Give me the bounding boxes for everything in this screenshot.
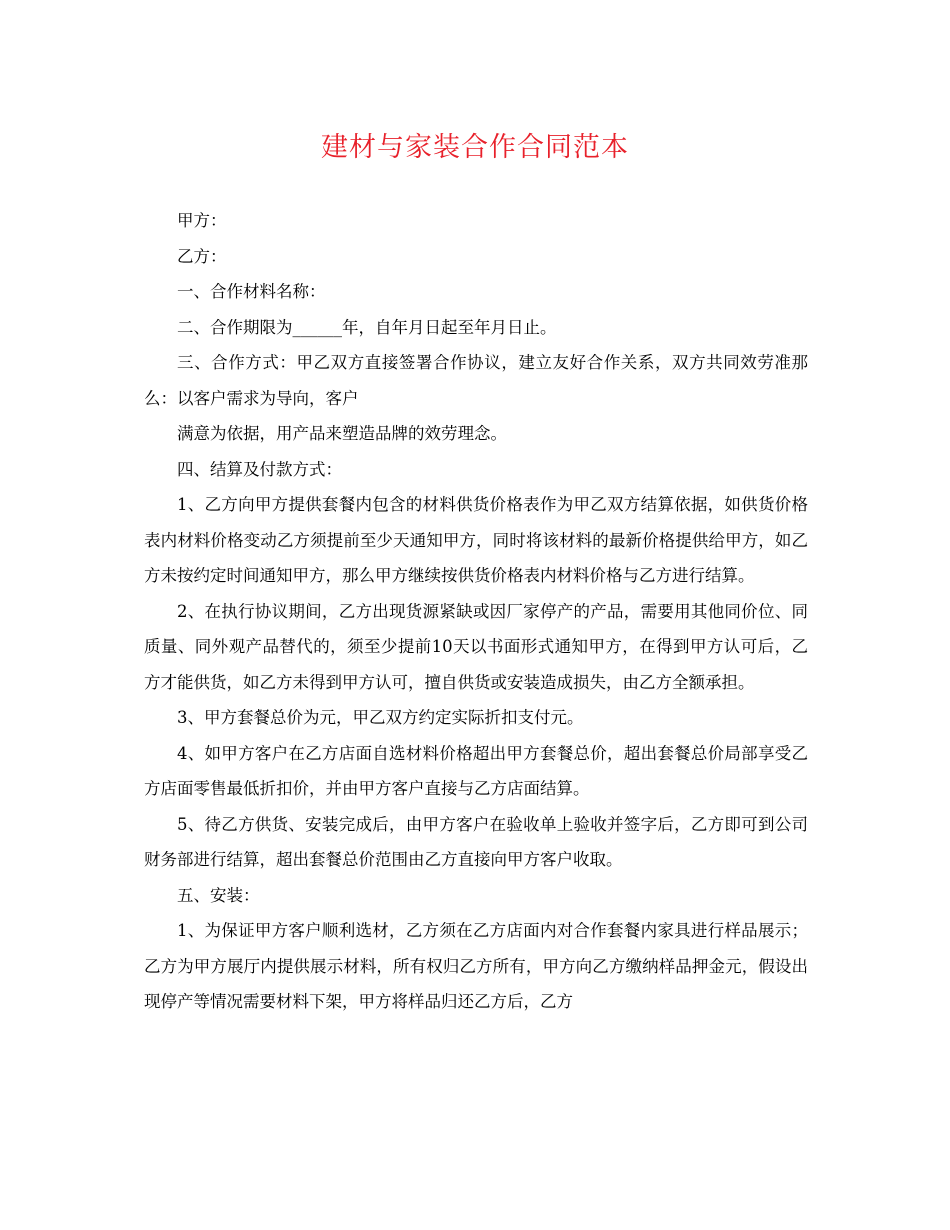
document-title: 建材与家装合作合同范本 — [321, 132, 629, 163]
section-4-clause-1: 1、乙方向甲方提供套餐内包含的材料供货价格表作为甲乙双方结算依据，如供货价格表内材料价格变动乙方须提前至少天通知甲方，同时将该材料的最新价格提供给甲方，如乙方未按约定时间通知甲方，那么甲方继续按供货价格表内材料价格与乙方进行结算。 — [144, 495, 808, 585]
party-b-line: 乙方： — [177, 246, 227, 266]
section-4-clause-5: 5、待乙方供货、安装完成后，由甲方客户在验收单上验收并签字后，乙方即可到公司财务部进行结算，超出套餐总价范围由乙方直接向甲方客户收取。 — [144, 814, 808, 869]
section-5-clause-1: 1、为保证甲方客户顺利选材，乙方须在乙方店面内对合作套餐内家具进行样品展示；乙方为甲方展厅内提供展示材料，所有权归乙方所有，甲方向乙方缴纳样品押金元，假设出现停产等情况需要材料下架，甲方将样品归还乙方后，乙方 — [144, 921, 808, 1011]
document-body — [144, 203, 808, 1020]
section-3-continuation: 满意为依据，用产品来塑造品牌的效劳理念。 — [177, 424, 507, 443]
section-3-cooperation: 三、合作方式：甲乙双方直接签署合作协议，建立友好合作关系，双方共同效劳准那么：以客户需求为导向，客户 — [144, 353, 808, 408]
section-4-heading: 四、结算及付款方式： — [177, 459, 342, 479]
section-4-clause-2: 2、在执行协议期间，乙方出现货源紧缺或因厂家停产的产品，需要用其他同价位、同质量、同外观产品替代的，须至少提前10天以书面形式通知甲方，在得到甲方认可后，乙方才能供货，如乙方未得到甲方认可，擅自供货或安装造成损失，由乙方全额承担。 — [144, 601, 808, 692]
section-4-clause-3: 3、甲方套餐总价为元，甲乙双方约定实际折扣支付元。 — [177, 708, 584, 727]
section-5-heading: 五、安装： — [177, 885, 260, 905]
party-a-line: 甲方： — [177, 211, 227, 230]
section-1-heading: 一、合作材料名称： — [177, 282, 326, 301]
section-4-clause-4: 4、如甲方客户在乙方店面自选材料价格超出甲方套餐总价，超出套餐总价局部享受乙方店面零售最低折扣价，并由甲方客户直接与乙方店面结算。 — [144, 743, 808, 798]
section-2-term: 二、合作期限为______年，自年月日起至年月日止。 — [177, 317, 557, 337]
